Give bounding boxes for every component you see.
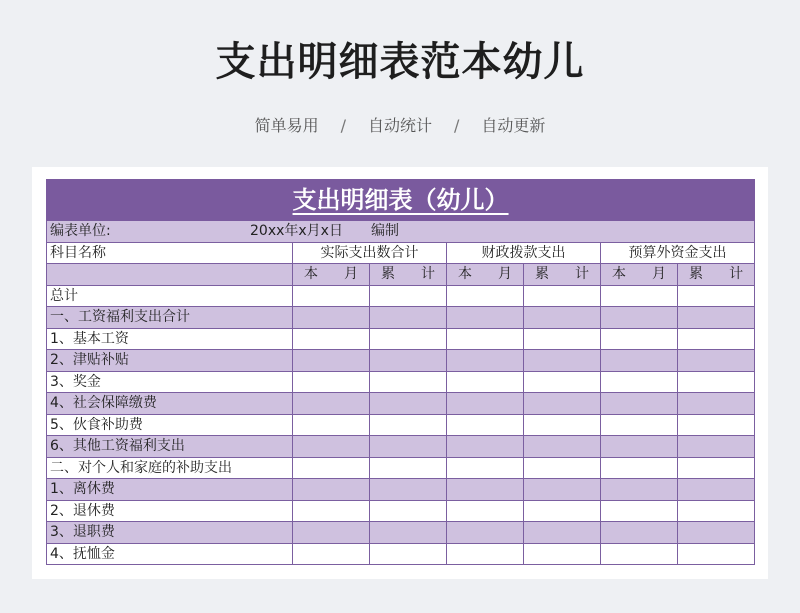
value-cell[interactable] xyxy=(601,436,678,458)
subject-cell[interactable]: 总计 xyxy=(47,285,293,307)
sub-header-char: 本 xyxy=(304,266,318,283)
table-row xyxy=(47,543,755,565)
value-cell[interactable] xyxy=(293,479,370,501)
subject-cell[interactable]: 6、其他工资福利支出 xyxy=(47,436,293,458)
group-header-actual[interactable]: 实际支出数合计 xyxy=(293,242,447,264)
value-cell[interactable] xyxy=(601,543,678,565)
value-cell[interactable] xyxy=(524,393,601,415)
value-cell[interactable] xyxy=(447,457,524,479)
value-cell[interactable] xyxy=(293,500,370,522)
sub-header-month[interactable] xyxy=(447,264,524,286)
value-cell[interactable] xyxy=(678,328,755,350)
value-cell[interactable] xyxy=(293,436,370,458)
sub-header-month[interactable] xyxy=(601,264,678,286)
value-cell[interactable] xyxy=(370,543,447,565)
value-cell[interactable] xyxy=(601,457,678,479)
value-cell[interactable] xyxy=(601,500,678,522)
page-title: 支出明细表范本幼儿 xyxy=(215,39,585,85)
table-row xyxy=(47,479,755,501)
value-cell[interactable] xyxy=(447,414,524,436)
value-cell[interactable] xyxy=(370,479,447,501)
tag-auto-stats: 自动统计 xyxy=(367,116,432,135)
value-cell[interactable] xyxy=(678,522,755,544)
value-cell[interactable] xyxy=(447,522,524,544)
subject-cell[interactable]: 4、社会保障缴费 xyxy=(47,393,293,415)
sub-header-char: 月 xyxy=(652,266,666,283)
subject-cell[interactable]: 3、退职费 xyxy=(47,522,293,544)
sub-header-char: 计 xyxy=(421,266,435,283)
feature-tags xyxy=(0,113,800,136)
value-cell[interactable] xyxy=(447,393,524,415)
table-row xyxy=(47,307,755,329)
value-cell[interactable] xyxy=(524,328,601,350)
value-cell[interactable] xyxy=(601,371,678,393)
value-cell[interactable] xyxy=(447,371,524,393)
subject-cell[interactable]: 1、基本工资 xyxy=(47,328,293,350)
value-cell[interactable] xyxy=(293,285,370,307)
value-cell[interactable] xyxy=(678,393,755,415)
table-row xyxy=(47,414,755,436)
sheet-title-row xyxy=(47,180,755,221)
sub-header-text xyxy=(604,264,674,284)
tag-separator: / xyxy=(340,116,346,135)
table-row xyxy=(47,436,755,458)
value-cell[interactable] xyxy=(524,436,601,458)
expense-table xyxy=(46,179,755,565)
value-cell[interactable] xyxy=(447,479,524,501)
info-cell[interactable] xyxy=(47,221,755,243)
sub-header-char: 本 xyxy=(458,266,472,283)
sub-header-text xyxy=(450,264,520,284)
value-cell[interactable] xyxy=(601,350,678,372)
value-cell[interactable] xyxy=(447,285,524,307)
value-cell[interactable] xyxy=(293,457,370,479)
value-cell[interactable] xyxy=(447,328,524,350)
value-cell[interactable] xyxy=(524,371,601,393)
value-cell[interactable] xyxy=(678,500,755,522)
subject-cell[interactable]: 二、对个人和家庭的补助支出 xyxy=(47,457,293,479)
table-row xyxy=(47,328,755,350)
value-cell[interactable] xyxy=(601,393,678,415)
value-cell[interactable] xyxy=(447,307,524,329)
sub-header-char: 累 xyxy=(381,266,395,283)
value-cell[interactable] xyxy=(678,543,755,565)
value-cell[interactable] xyxy=(678,371,755,393)
sub-header-char: 计 xyxy=(729,266,744,283)
sub-header-char: 计 xyxy=(575,266,589,283)
value-cell[interactable] xyxy=(370,307,447,329)
value-cell[interactable] xyxy=(678,307,755,329)
table-row xyxy=(47,285,755,307)
sub-header-month[interactable] xyxy=(293,264,370,286)
blank-header-cell[interactable] xyxy=(47,264,293,286)
value-cell[interactable] xyxy=(370,350,447,372)
value-cell[interactable] xyxy=(678,457,755,479)
value-cell[interactable] xyxy=(678,350,755,372)
sub-header-char: 累 xyxy=(689,266,703,283)
value-cell[interactable] xyxy=(524,285,601,307)
value-cell[interactable] xyxy=(370,285,447,307)
sub-header-text xyxy=(527,264,597,284)
sheet-title: 支出明细表（幼儿） xyxy=(47,180,755,221)
value-cell[interactable] xyxy=(370,414,447,436)
value-cell[interactable] xyxy=(601,307,678,329)
value-cell[interactable] xyxy=(447,500,524,522)
group-header-fiscal[interactable]: 财政拨款支出 xyxy=(447,242,601,264)
sub-header-cumulative[interactable] xyxy=(524,264,601,286)
value-cell[interactable] xyxy=(293,350,370,372)
tag-auto-update: 自动更新 xyxy=(481,116,546,135)
table-row xyxy=(47,457,755,479)
subject-cell[interactable]: 1、离休费 xyxy=(47,479,293,501)
table-row xyxy=(47,350,755,372)
sub-header-text xyxy=(373,264,443,284)
spreadsheet-card xyxy=(32,167,768,579)
table-row xyxy=(47,393,755,415)
value-cell[interactable] xyxy=(447,543,524,565)
subject-cell[interactable]: 3、奖金 xyxy=(47,371,293,393)
sub-header-char: 月 xyxy=(344,266,358,283)
subject-cell[interactable]: 4、抚恤金 xyxy=(47,543,293,565)
subject-header[interactable]: 科目名称 xyxy=(47,242,293,264)
value-cell[interactable] xyxy=(370,522,447,544)
table-row xyxy=(47,500,755,522)
value-cell[interactable] xyxy=(370,436,447,458)
sub-header-char: 本 xyxy=(612,266,626,283)
subject-cell[interactable]: 2、津贴补贴 xyxy=(47,350,293,372)
group-header-extra[interactable]: 预算外资金支出 xyxy=(601,242,755,264)
value-cell[interactable] xyxy=(293,543,370,565)
value-cell[interactable] xyxy=(524,457,601,479)
date-text: 20xx年x月x日 xyxy=(250,223,343,240)
value-cell[interactable] xyxy=(678,285,755,307)
value-cell[interactable] xyxy=(601,328,678,350)
subject-cell[interactable]: 一、工资福利支出合计 xyxy=(47,307,293,329)
header-row-sub xyxy=(47,264,755,286)
value-cell[interactable] xyxy=(524,307,601,329)
value-cell[interactable] xyxy=(447,350,524,372)
sub-header-text xyxy=(681,264,751,284)
prepared-label: 编制 xyxy=(370,223,399,240)
value-cell[interactable] xyxy=(370,371,447,393)
sub-header-char: 月 xyxy=(498,266,512,283)
value-cell[interactable] xyxy=(370,393,447,415)
value-cell[interactable] xyxy=(524,350,601,372)
value-cell[interactable] xyxy=(370,328,447,350)
value-cell[interactable] xyxy=(678,414,755,436)
value-cell[interactable] xyxy=(524,543,601,565)
value-cell[interactable] xyxy=(293,328,370,350)
value-cell[interactable] xyxy=(524,479,601,501)
unit-label: 编表单位: xyxy=(50,223,111,240)
value-cell[interactable] xyxy=(293,522,370,544)
subject-cell[interactable]: 5、伙食补助费 xyxy=(47,414,293,436)
value-cell[interactable] xyxy=(524,414,601,436)
value-cell[interactable] xyxy=(370,457,447,479)
sub-header-text xyxy=(296,264,366,284)
value-cell[interactable] xyxy=(370,500,447,522)
value-cell[interactable] xyxy=(524,500,601,522)
value-cell[interactable] xyxy=(601,285,678,307)
subject-cell[interactable]: 2、退休费 xyxy=(47,500,293,522)
value-cell[interactable] xyxy=(678,436,755,458)
table-row xyxy=(47,371,755,393)
tag-easy: 简单易用 xyxy=(254,116,319,135)
tag-separator: / xyxy=(454,116,460,135)
value-cell[interactable] xyxy=(293,393,370,415)
table-row xyxy=(47,522,755,544)
value-cell[interactable] xyxy=(678,479,755,501)
value-cell[interactable] xyxy=(601,522,678,544)
value-cell[interactable] xyxy=(293,371,370,393)
info-row xyxy=(47,221,755,243)
sub-header-cumulative[interactable] xyxy=(678,264,755,286)
value-cell[interactable] xyxy=(601,414,678,436)
value-cell[interactable] xyxy=(447,436,524,458)
value-cell[interactable] xyxy=(293,414,370,436)
value-cell[interactable] xyxy=(524,522,601,544)
header-row-groups xyxy=(47,242,755,264)
value-cell[interactable] xyxy=(601,479,678,501)
sub-header-char: 累 xyxy=(535,266,549,283)
sub-header-cumulative[interactable] xyxy=(370,264,447,286)
value-cell[interactable] xyxy=(293,307,370,329)
